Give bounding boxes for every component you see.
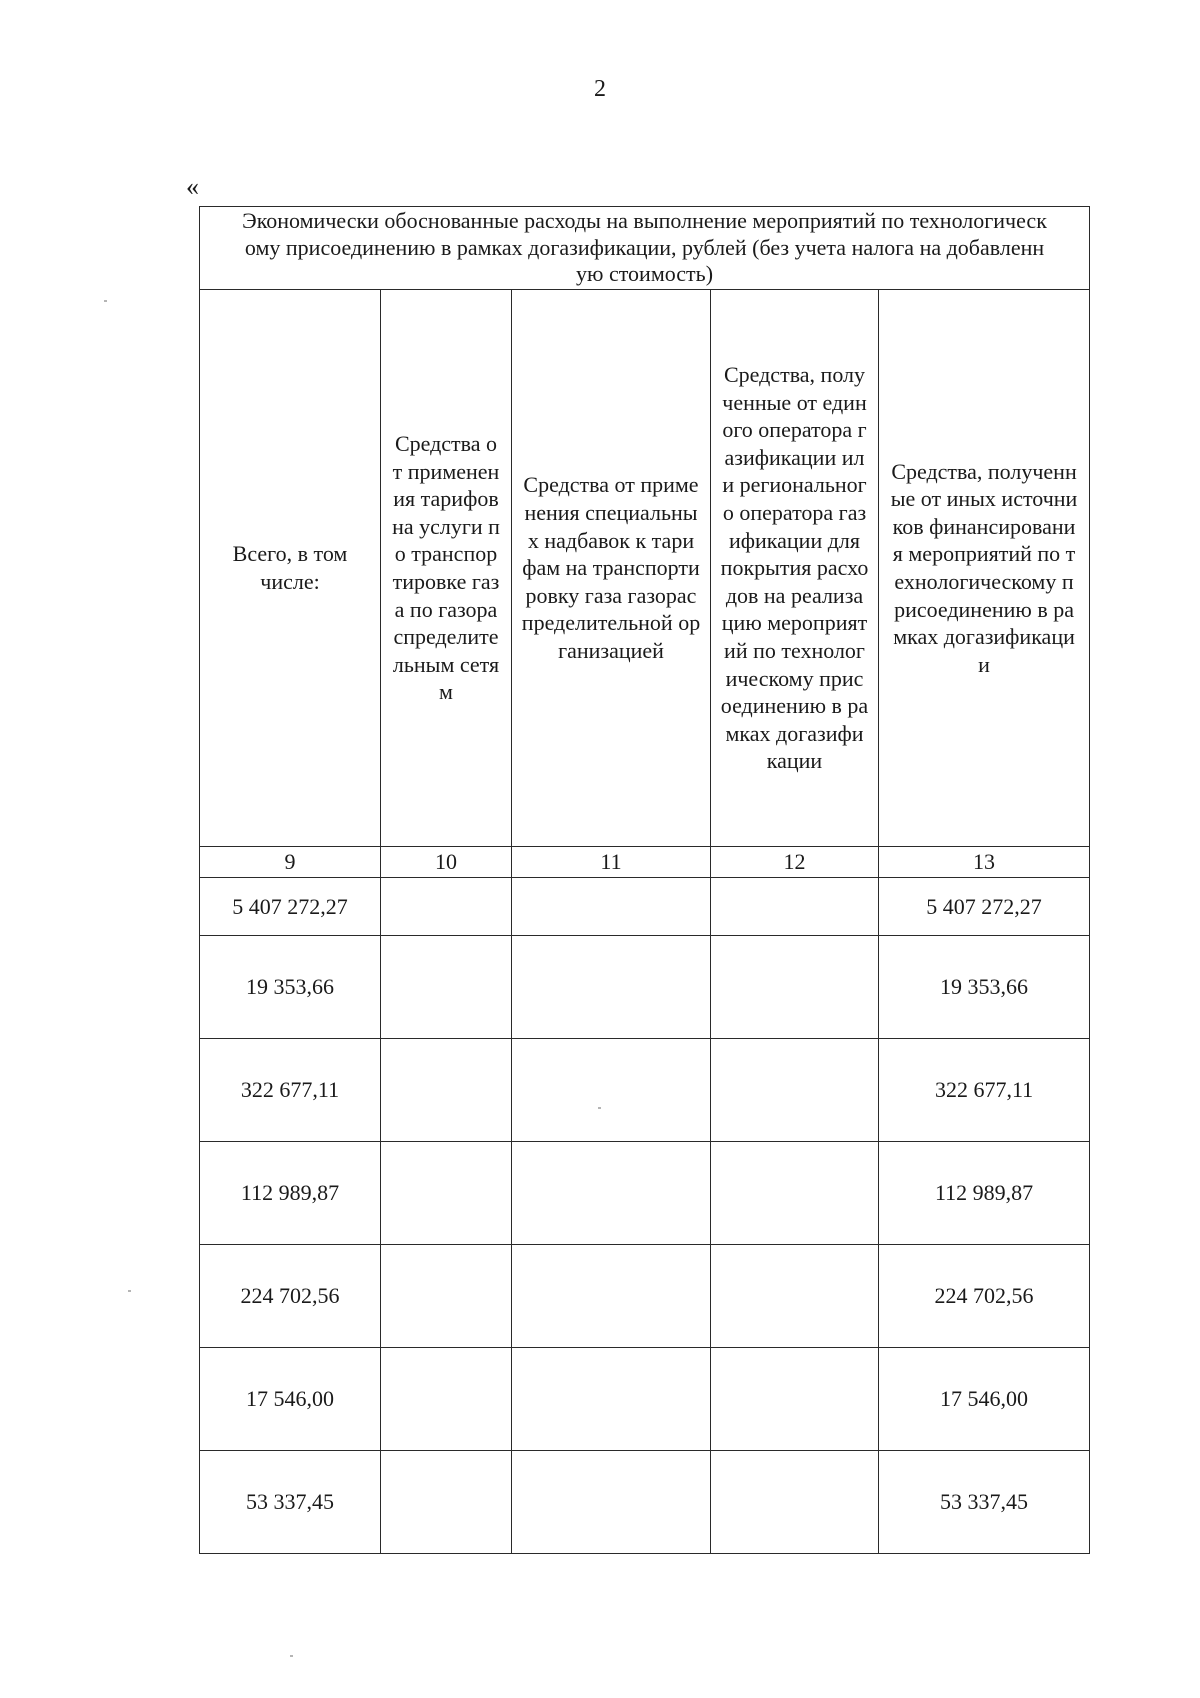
table-row bbox=[200, 936, 1090, 1039]
column-header-label: Средства, полученные от иных источников финансирования мероприятий по технологическому присоединению в рамках догазификации bbox=[890, 458, 1078, 677]
column-header-total bbox=[200, 290, 381, 847]
table-cell bbox=[381, 1348, 512, 1451]
column-header-other-sources bbox=[879, 290, 1090, 847]
column-header-special-surcharges bbox=[512, 290, 711, 847]
table-cell: 19 353,66 bbox=[879, 936, 1090, 1039]
column-header-label: Средства от применения тарифов на услуги по транспортировке газа по газораспределительным сетям bbox=[392, 431, 500, 705]
column-header-label: Всего, в том числе: bbox=[232, 541, 348, 594]
scan-speck bbox=[290, 1655, 293, 1657]
table-row bbox=[200, 1451, 1090, 1554]
table-cell: 112 989,87 bbox=[200, 1142, 381, 1245]
page-number: 2 bbox=[594, 76, 606, 102]
expenses-table bbox=[199, 206, 1090, 1554]
table-cell bbox=[381, 1245, 512, 1348]
table-cell bbox=[512, 878, 711, 936]
table-row bbox=[200, 1348, 1090, 1451]
table-cell bbox=[512, 1451, 711, 1554]
column-numbers-row bbox=[200, 847, 1090, 878]
table-cell: 53 337,45 bbox=[200, 1451, 381, 1554]
table-cell: 112 989,87 bbox=[879, 1142, 1090, 1245]
table-cell: 19 353,66 bbox=[200, 936, 381, 1039]
table-cell bbox=[381, 1142, 512, 1245]
table-cell bbox=[381, 878, 512, 936]
table-cell: 17 546,00 bbox=[879, 1348, 1090, 1451]
table-cell bbox=[711, 1245, 879, 1348]
scan-speck bbox=[598, 1107, 601, 1109]
table-cell: 5 407 272,27 bbox=[879, 878, 1090, 936]
scan-speck bbox=[128, 1290, 131, 1292]
table-cell: 17 546,00 bbox=[200, 1348, 381, 1451]
column-number: 10 bbox=[381, 847, 512, 878]
table-cell bbox=[512, 936, 711, 1039]
table-cell: 322 677,11 bbox=[200, 1039, 381, 1142]
column-number: 11 bbox=[512, 847, 711, 878]
table-row bbox=[200, 1142, 1090, 1245]
table-row bbox=[200, 878, 1090, 936]
scan-speck bbox=[104, 300, 107, 302]
table-cell bbox=[381, 936, 512, 1039]
table-cell: 224 702,56 bbox=[879, 1245, 1090, 1348]
table-cell bbox=[711, 1039, 879, 1142]
table-row bbox=[200, 1039, 1090, 1142]
table-cell bbox=[381, 1039, 512, 1142]
table-cell bbox=[512, 1348, 711, 1451]
column-number: 12 bbox=[711, 847, 879, 878]
table-cell bbox=[512, 1245, 711, 1348]
column-header-label: Средства от применения специальных надбавок к тарифам на транспортировку газа газораспределительной организацией bbox=[521, 472, 701, 663]
table-cell bbox=[711, 1348, 879, 1451]
table-cell: 5 407 272,27 bbox=[200, 878, 381, 936]
table-cell: 322 677,11 bbox=[879, 1039, 1090, 1142]
table-cell bbox=[512, 1142, 711, 1245]
table-cell bbox=[512, 1039, 711, 1142]
table-row bbox=[200, 1245, 1090, 1348]
column-header-label: Средства, полученные от единого оператора газификации или регионального оператора газификации для покрытия расходов на реализацию мероприятий по технологическому присоединению в рамках догазификации bbox=[720, 362, 869, 774]
table-cell bbox=[711, 878, 879, 936]
column-header-gasification-operator bbox=[711, 290, 879, 847]
table-cell bbox=[711, 1142, 879, 1245]
opening-quote-mark: « bbox=[186, 172, 199, 201]
column-number: 13 bbox=[879, 847, 1090, 878]
table-cell: 224 702,56 bbox=[200, 1245, 381, 1348]
column-number: 9 bbox=[200, 847, 381, 878]
table-title: Экономически обоснованные расходы на выполнение мероприятий по технологическому присоединению в рамках догазификации, рублей (без учета налога на добавленную стоимость) bbox=[200, 207, 1090, 290]
table-cell bbox=[711, 936, 879, 1039]
column-header-tariffs bbox=[381, 290, 512, 847]
table-cell bbox=[711, 1451, 879, 1554]
table-cell bbox=[381, 1451, 512, 1554]
table-cell: 53 337,45 bbox=[879, 1451, 1090, 1554]
